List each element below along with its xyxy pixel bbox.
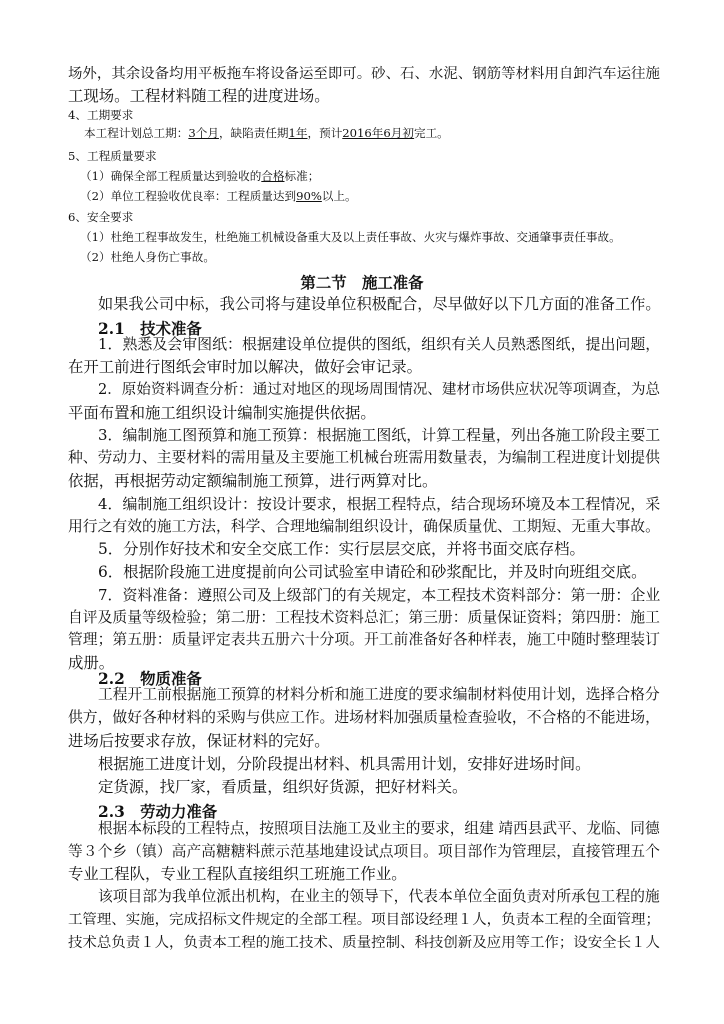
tech-p1-line-2: 在开工前进行图纸会审时加以解决，做好会审记录。 — [68, 358, 422, 376]
section-title: 第二节 施工准备 — [300, 274, 424, 292]
schedule-period: 3个月 — [188, 126, 219, 140]
top-line-1: 场外，其余设备均用平板拖车将设备运至即可。砂、石、水泥、钢筋等材料用自卸汽车运往施 — [68, 66, 660, 82]
tech-p7-line-1: 7．资料准备：遵照公司及上级部门的有关规定，本工程技术资料部分：第一册：企业 — [98, 586, 661, 604]
tech-p2-line-2: 平面布置和施工组织设计编制实施提供依据。 — [68, 404, 376, 422]
safety-item-2: （2）杜绝人身伤亡事故。 — [80, 250, 215, 264]
quality-item-1-post: 标准； — [284, 169, 320, 183]
labor-p2-line-3: 技术总负责１人，负责本工程的施工技术、质量控制、科技创新及应用等工作；设安全长１人 — [68, 935, 660, 951]
material-p1-line-3: 进场后按要求存放，保证材料的完好。 — [68, 732, 330, 750]
top-line-2: 工现场。工程材料随工程的进度进场。 — [68, 87, 330, 105]
material-p3: 定货源，找厂家，看质量，组织好货源，把好材料关。 — [98, 778, 468, 796]
schedule-completion: 2016年6月初 — [342, 126, 414, 140]
tech-p3-line-1: 3．编制施工图预算和施工预算：根据施工图纸，计算工程量，列出各施工阶段主要工 — [98, 426, 661, 444]
tech-p4-line-1: 4．编制施工组织设计：按设计要求，根据工程特点，结合现场环境及本工程情况，采 — [98, 495, 661, 513]
material-heading: 2.2 物质准备 — [98, 670, 202, 688]
quality-item-2-post: 以上。 — [321, 189, 357, 203]
labor-heading: 2.3 劳动力准备 — [98, 803, 218, 821]
schedule-heading: 4、工期要求 — [68, 108, 134, 122]
section-intro: 如果我公司中标，我公司将与建设单位积极配合，尽早做好以下几方面的准备工作。 — [98, 295, 661, 313]
material-p1-line-2: 供方，做好各种材料的采购与供应工作。进场材料加强质量检查验收，不合格的不能进场， — [68, 709, 660, 726]
tech-heading: 2.1 技术准备 — [98, 320, 202, 338]
tech-p3-line-3: 依据，再根据劳动定额编制施工预算，进行两算对比。 — [68, 472, 438, 490]
material-p1-line-1: 工程开工前根据施工预算的材料分析和施工进度的要求编制材料使用计划，选择合格分 — [98, 686, 660, 703]
tech-p2-line-1: 2．原始资料调查分析：通过对地区的现场周围情况、建材市场供应状况等项调查，为总 — [98, 381, 661, 398]
schedule-line — [84, 124, 449, 142]
quality-item-1-value: 合格 — [261, 169, 285, 183]
quality-heading: 5、工程质量要求 — [68, 149, 157, 163]
quality-item-2-pre: （2）单位工程验收优良率：工程质量达到 — [80, 189, 297, 203]
labor-p1-line-2: 等３个乡（镇）高产高糖糖料蔗示范基地建设试点项目。项目部作为管理层，直接管理五个 — [68, 843, 660, 860]
tech-p1-line-1: 1．熟悉及会审图纸：根据建设单位提供的图纸，组织有关人员熟悉图纸，提出问题， — [98, 335, 661, 353]
quality-item-1-pre: （1）确保全部工程质量达到验收的 — [80, 169, 262, 183]
labor-p1-line-3: 专业工程队，专业工程队直接组织工班施工作业。 — [68, 865, 407, 883]
schedule-mid2: ，预计 — [307, 126, 343, 140]
labor-p2-line-1: 该项目部为我单位派出机构，在业主的领导下，代表本单位全面负责对所承包工程的施 — [98, 888, 660, 905]
quality-item-2-value: 90% — [296, 189, 322, 203]
schedule-post: 完工。 — [413, 126, 449, 140]
tech-p7-line-2: 自评及质量等级检验；第二册：工程技术资料总汇；第三册：质量保证资料；第四册：施工 — [68, 609, 660, 626]
safety-heading: 6、安全要求 — [68, 210, 134, 224]
tech-p5: 5．分別作好技术和安全交底工作：实行层层交底，并将书面交底存档。 — [98, 540, 585, 558]
schedule-warranty: 1年 — [288, 126, 308, 140]
tech-p3-line-2: 种、劳动力、主要材料的需用量及主要施工机械台班需用数量表，为编制工程进度计划提供 — [68, 449, 660, 466]
quality-item-2 — [80, 187, 357, 205]
tech-p4-line-2: 用行之有效的施工方法，科学、合理地编制组织设计，确保质量优、工期短、无重大事故。 — [68, 518, 660, 535]
tech-p6: 6．根据阶段施工进度提前向公司试验室申请砼和砂浆配比，并及时向班组交底。 — [98, 563, 647, 581]
quality-item-1 — [80, 167, 319, 185]
tech-p7-line-3: 管理；第五册：质量评定表共五册六十分项。开工前准备好各种样表，施工中随时整理装订 — [68, 631, 660, 648]
schedule-pre: 本工程计划总工期： — [84, 126, 189, 140]
schedule-mid1: ，缺陷责任期 — [218, 126, 289, 140]
safety-item-1: （1）杜绝工程事故发生，杜绝施工机械设备重大及以上责任事故、火灾与爆炸事故、交通肇事责任事故。 — [80, 230, 621, 244]
tech-p7-line-4: 成册。 — [68, 654, 115, 672]
material-p2: 根据施工进度计划，分阶段提出材料、机具需用计划，安排好进场时间。 — [98, 755, 591, 773]
labor-p2-line-2: 工管理、实施，完成招标文件规定的全部工程。项目部设经理１人，负责本工程的全面管理； — [68, 912, 660, 928]
labor-p1-line-1: 根据本标段的工程特点，按照项目法施工及业主的要求，组建 靖西县武平、龙临、同德 — [98, 820, 660, 837]
